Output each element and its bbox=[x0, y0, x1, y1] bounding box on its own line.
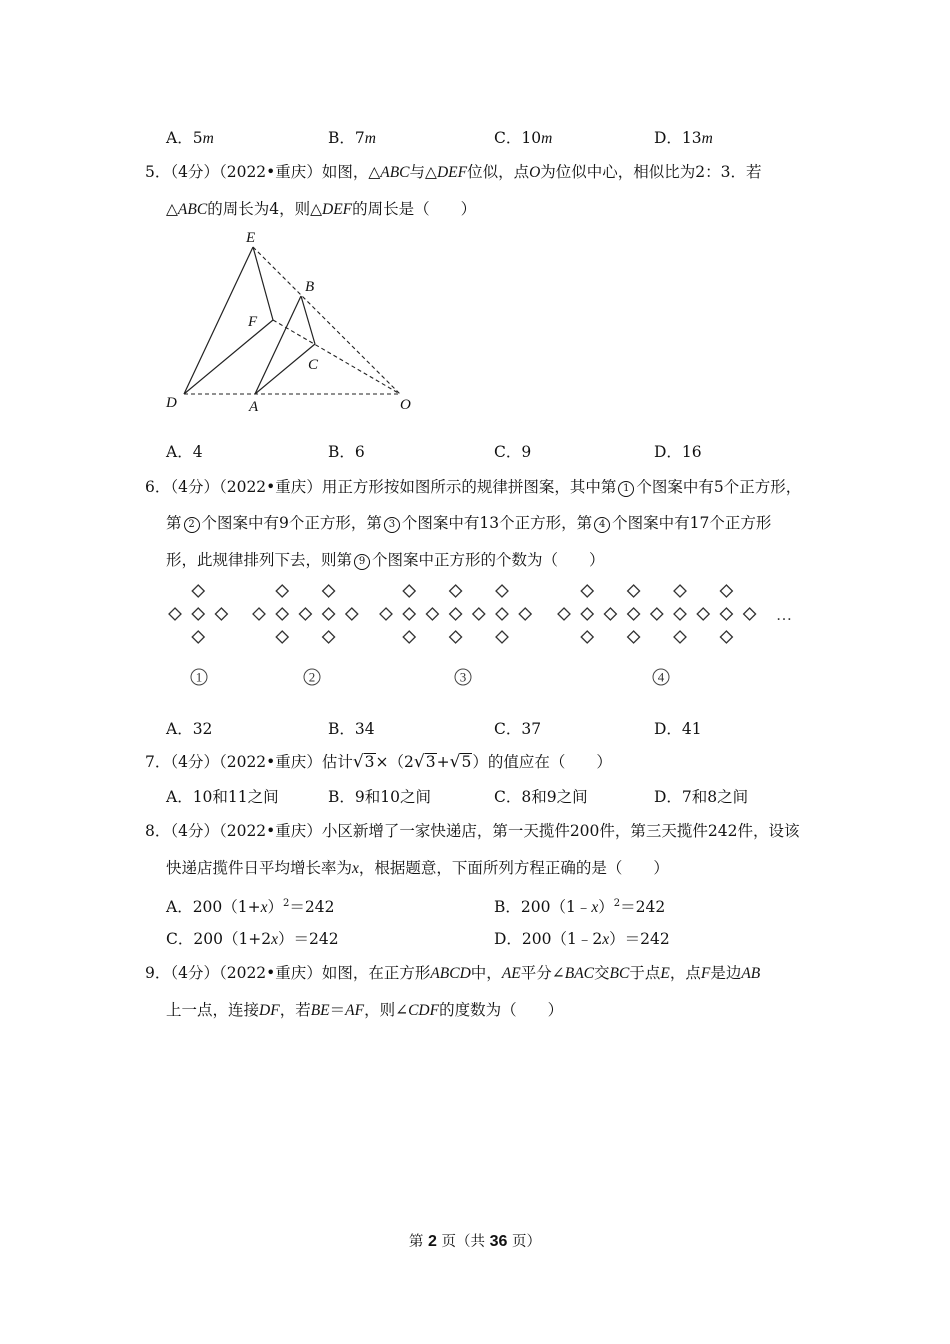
q6-stem-line1: 6．（4分）（2022•重庆）用正方形按如图所示的规律拼图案，其中第 1 个图案中有5个正方形， bbox=[145, 478, 802, 496]
segment-DE bbox=[184, 247, 253, 394]
segment-BC bbox=[301, 296, 315, 344]
q5-similar-triangles-figure bbox=[160, 225, 430, 420]
q9-stem-line1: 9．（4分）（2022•重庆）如图，在正方形ABCD中，AE平分∠BAC交BC于点E，点F是边AB bbox=[145, 964, 761, 982]
pattern-square bbox=[720, 631, 732, 643]
pattern-square bbox=[496, 585, 508, 597]
q7-option-b: B．9和10之间 bbox=[328, 788, 431, 806]
segment-CA bbox=[255, 344, 315, 394]
q8-option-c: C．200（1+2x）＝242 bbox=[166, 930, 339, 948]
pattern-square bbox=[323, 585, 335, 597]
label-A: A bbox=[249, 399, 259, 415]
q5-stem-line2: △ABC的周长为4，则△DEF的周长是（ ） bbox=[166, 200, 477, 218]
segment-EF bbox=[253, 247, 273, 320]
q5-option-b: B．6 bbox=[328, 443, 365, 461]
pattern-square bbox=[253, 608, 265, 620]
pattern-square bbox=[450, 585, 462, 597]
label-C: C bbox=[308, 357, 319, 373]
pattern-square bbox=[720, 585, 732, 597]
q4-option-d: D．13m bbox=[654, 129, 713, 147]
pattern-square bbox=[581, 585, 593, 597]
pattern-square bbox=[519, 608, 531, 620]
pattern-square bbox=[346, 608, 358, 620]
pattern-square bbox=[403, 585, 415, 597]
q5-stem-line1: 5．（4分）（2022•重庆）如图，△ABC与△DEF位似，点O为位似中心，相似比为2：3．若 bbox=[145, 163, 762, 181]
q8-option-d: D．200（1﹣2x）＝242 bbox=[494, 930, 670, 948]
pattern-ellipsis: … bbox=[776, 607, 792, 624]
pattern-square bbox=[426, 608, 438, 620]
pattern-square bbox=[720, 608, 732, 620]
q8-option-a: A．$200(1+x)^2=242$ bbox=[166, 898, 335, 917]
pattern-square bbox=[192, 585, 204, 597]
q5-option-c: C．9 bbox=[494, 443, 532, 461]
q6-option-b: B．34 bbox=[328, 720, 375, 738]
q7-option-c: C．8和9之间 bbox=[494, 788, 588, 806]
pattern-square bbox=[403, 631, 415, 643]
q7-option-a: A．10和11之间 bbox=[166, 788, 279, 806]
page-footer: 第 2 页（共 36 页） bbox=[408, 1233, 542, 1250]
pattern-square bbox=[380, 608, 392, 620]
pattern-square bbox=[192, 608, 204, 620]
q4-option-c: C．10m bbox=[494, 129, 553, 147]
pattern-square bbox=[628, 631, 640, 643]
pattern-square bbox=[323, 631, 335, 643]
pattern-label-1: 1 bbox=[195, 669, 203, 685]
q8-stem-line1: 8．（4分）（2022•重庆）小区新增了一家快递店，第一天揽件200件，第三天揽件242件，设该 bbox=[145, 822, 800, 840]
pattern-square bbox=[323, 608, 335, 620]
q6-option-d: D．41 bbox=[654, 720, 702, 738]
q8-option-b: B．200（1﹣x）$^2$＝242 bbox=[494, 898, 666, 917]
q6-stem-line2: 第 2 个图案中有9个正方形，第 3 个图案中有13个正方形，第 4 个图案中有17个正方形 bbox=[166, 514, 772, 532]
pattern-square bbox=[403, 608, 415, 620]
pattern-label-4: 4 bbox=[657, 669, 665, 685]
total-page-count: 36 bbox=[489, 1233, 508, 1250]
pattern-square bbox=[450, 631, 462, 643]
q5-option-a: A．4 bbox=[166, 443, 203, 461]
pattern-square bbox=[604, 608, 616, 620]
label-E: E bbox=[246, 230, 256, 246]
q9-stem-line2: 上一点，连接DF，若BE＝AF，则∠CDF的度数为（ ） bbox=[166, 1001, 564, 1019]
dashed-FO bbox=[273, 320, 400, 394]
pattern-square bbox=[215, 608, 227, 620]
label-O: O bbox=[400, 397, 411, 413]
pattern-square bbox=[581, 631, 593, 643]
q5-option-d: D．16 bbox=[654, 443, 702, 461]
pattern-square bbox=[450, 608, 462, 620]
segment-AB bbox=[255, 296, 301, 394]
current-page-number: 2 bbox=[428, 1233, 437, 1250]
pattern-square bbox=[651, 608, 663, 620]
pattern-square bbox=[697, 608, 709, 620]
label-B: B bbox=[305, 279, 315, 295]
pattern-square bbox=[674, 608, 686, 620]
pattern-square bbox=[674, 585, 686, 597]
pattern-square bbox=[276, 585, 288, 597]
q6-option-c: C．37 bbox=[494, 720, 542, 738]
q4-option-b: B．7m bbox=[328, 129, 376, 147]
pattern-square bbox=[628, 608, 640, 620]
q6-stem-line3: 形，此规律排列下去，则第 9 个图案中正方形的个数为（ ） bbox=[166, 551, 605, 569]
label-F: F bbox=[248, 314, 258, 330]
label-D: D bbox=[166, 395, 177, 411]
q7-option-d: D．7和8之间 bbox=[654, 788, 749, 806]
pattern-square bbox=[276, 608, 288, 620]
q7-stem: 7．（4分）（2022•重庆）估计√3×（2√3+√5）的值应在（ ） bbox=[145, 752, 612, 772]
pattern-square bbox=[674, 631, 686, 643]
pattern-square bbox=[496, 631, 508, 643]
pattern-square bbox=[581, 608, 593, 620]
pattern-square bbox=[299, 608, 311, 620]
pattern-square bbox=[192, 631, 204, 643]
pattern-square bbox=[628, 585, 640, 597]
q8-stem-line2: 快递店揽件日平均增长率为x，根据题意，下面所列方程正确的是（ ） bbox=[166, 859, 669, 877]
pattern-square bbox=[276, 631, 288, 643]
pattern-square bbox=[473, 608, 485, 620]
pattern-square bbox=[558, 608, 570, 620]
pattern-label-2: 2 bbox=[308, 669, 316, 685]
q4-option-a: A．5m bbox=[166, 129, 214, 147]
q6-option-a: A．32 bbox=[166, 720, 213, 738]
dashed-EO bbox=[253, 247, 400, 394]
q6-square-patterns-figure bbox=[160, 575, 810, 695]
pattern-label-3: 3 bbox=[459, 669, 467, 685]
pattern-square bbox=[744, 608, 756, 620]
pattern-square bbox=[496, 608, 508, 620]
pattern-square bbox=[169, 608, 181, 620]
